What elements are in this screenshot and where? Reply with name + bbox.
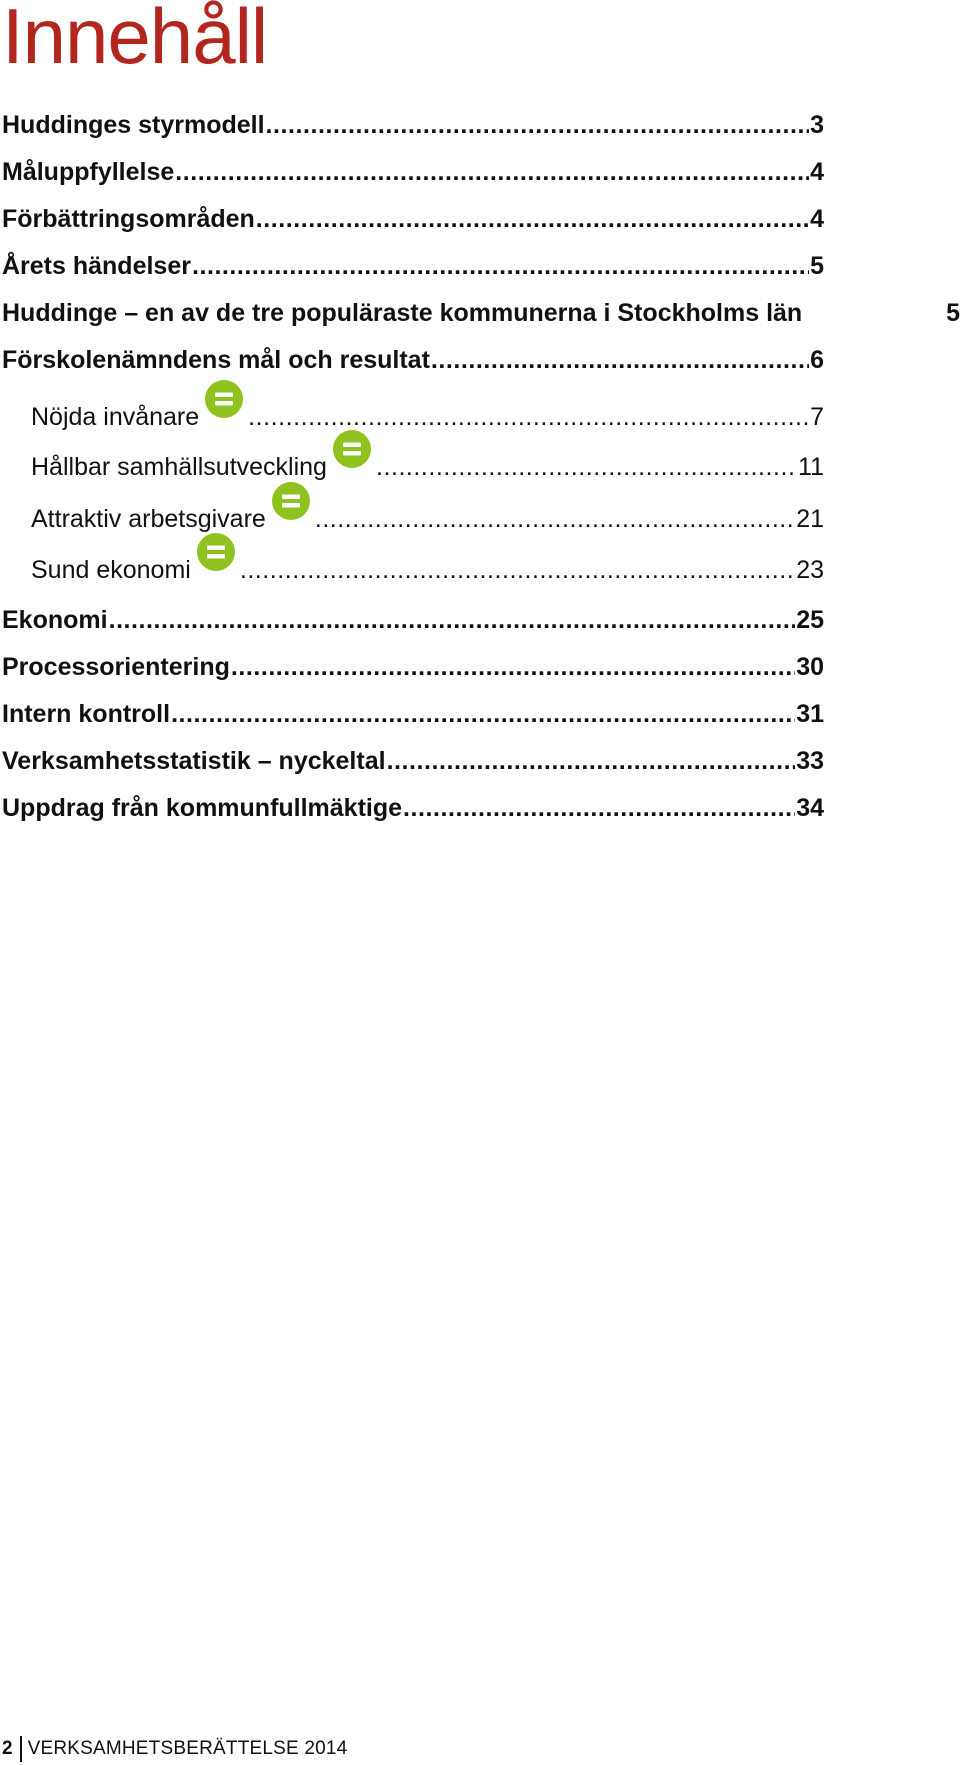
equal-status-icon — [205, 380, 243, 418]
toc-entry-page: 11 — [798, 453, 824, 481]
toc-entry-page: 6 — [810, 346, 824, 374]
toc-entry-label: Verksamhetsstatistik – nyckeltal — [2, 747, 386, 775]
toc-entry-mal-och-resultat[interactable] — [2, 341, 824, 375]
footer-divider — [20, 1736, 22, 1762]
toc-entry-label: Måluppfyllelse — [2, 158, 175, 186]
toc-entry-sund-ekonomi[interactable] — [31, 551, 824, 585]
toc-entry-nojda-invanare[interactable] — [31, 398, 824, 432]
toc-entry-label: Attraktiv arbetsgivare — [31, 505, 266, 533]
toc-entry-page: 23 — [796, 556, 824, 584]
dot-leader — [266, 111, 810, 140]
toc-entry-label: Huddinges styrmodell — [2, 111, 265, 139]
toc-entry-ekonomi[interactable] — [2, 601, 824, 635]
toc-entry-uppdrag[interactable] — [2, 789, 824, 823]
toc-entry-page: 4 — [810, 205, 824, 233]
toc-entry-maluppfyllelse[interactable] — [2, 153, 824, 187]
toc-entry-page: 5 — [810, 252, 824, 280]
dot-leader — [231, 653, 795, 682]
toc-entry-page: 33 — [796, 747, 824, 775]
toc-entry-processorientering[interactable] — [2, 648, 824, 682]
dot-leader — [403, 794, 795, 823]
toc-entry-hallbar-samhallsutveckling[interactable] — [31, 448, 824, 482]
dot-leader — [192, 252, 809, 281]
toc-entry-page: 21 — [796, 505, 824, 533]
toc-entry-label: Förskolenämndens mål och resultat — [2, 346, 430, 374]
footer-page-number: 2 — [2, 1738, 13, 1759]
page-footer — [2, 1736, 347, 1762]
toc-entry-label: Nöjda invånare — [31, 403, 200, 431]
toc-entry-page: 3 — [810, 111, 824, 139]
toc-entry-label: Ekonomi — [2, 606, 108, 634]
footer-document-title: VERKSAMHETSBERÄTTELSE 2014 — [27, 1738, 348, 1759]
toc-entry-label: Årets händelser — [2, 252, 191, 280]
toc-entry-page: 31 — [796, 700, 824, 728]
equal-status-icon — [197, 533, 235, 571]
dot-leader — [171, 700, 795, 729]
toc-entry-popularaste[interactable] — [2, 294, 960, 328]
dot-leader — [431, 346, 809, 375]
page-title: Innehåll — [2, 0, 268, 80]
dot-leader — [248, 403, 809, 432]
dot-leader — [175, 158, 809, 187]
toc-entry-label: Förbättringsområden — [2, 205, 255, 233]
equal-status-icon — [333, 430, 371, 468]
toc-entry-label: Huddinge – en av de tre populäraste kommunerna i Stockholms län — [2, 299, 803, 327]
toc-entry-label: Intern kontroll — [2, 700, 171, 728]
toc-entry-page: 25 — [796, 606, 824, 634]
toc-entry-page: 34 — [796, 794, 824, 822]
dot-leader — [315, 505, 795, 534]
dot-leader — [256, 205, 809, 234]
dot-leader — [109, 606, 796, 635]
toc-entry-attraktiv-arbetsgivare[interactable] — [31, 500, 824, 534]
toc-entry-page: 4 — [810, 158, 824, 186]
toc-entry-label: Processorientering — [2, 653, 230, 681]
toc-entry-label: Uppdrag från kommunfullmäktige — [2, 794, 403, 822]
toc-entry-arets-handelser[interactable] — [2, 247, 824, 281]
toc-entry-page: 7 — [810, 403, 824, 431]
toc-entry-intern-kontroll[interactable] — [2, 695, 824, 729]
toc-entry-forbattringsomraden[interactable] — [2, 200, 824, 234]
dot-leader — [240, 556, 795, 585]
dot-leader — [387, 747, 796, 776]
toc-entry-page: 5 — [946, 299, 960, 327]
toc-entry-styrmodell[interactable] — [2, 106, 824, 140]
toc-entry-page: 30 — [796, 653, 824, 681]
toc-entry-label: Hållbar samhällsutveckling — [31, 453, 327, 481]
toc-entry-verksamhetsstatistik[interactable] — [2, 742, 824, 776]
dot-leader — [376, 453, 797, 482]
equal-status-icon — [272, 482, 310, 520]
toc-entry-label: Sund ekonomi — [31, 556, 191, 584]
